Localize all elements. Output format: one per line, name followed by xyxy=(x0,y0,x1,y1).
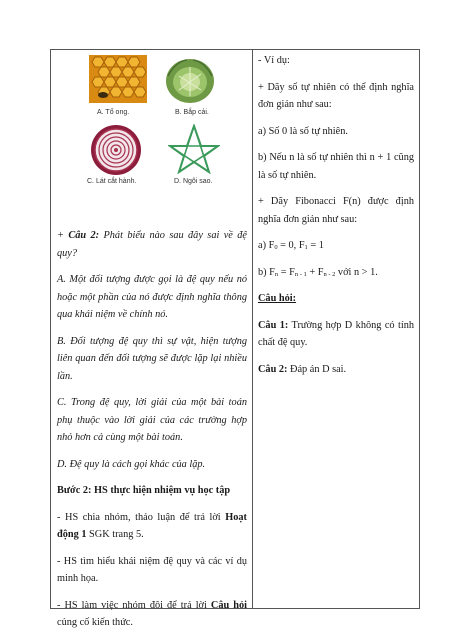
answer-2: Câu 2: Đáp án D sai. xyxy=(258,363,347,375)
questions-heading: Câu hỏi: xyxy=(258,293,297,304)
natural-a: a) Số 0 là số tự nhiên. xyxy=(258,125,348,137)
caption-b: B. Bắp cải. xyxy=(175,109,209,116)
caption-d: D. Ngôi sao. xyxy=(174,178,213,185)
natural-b: b) Nếu n là số tự nhiên thì n + 1 cũng là số tự nhiên. xyxy=(258,152,414,181)
natural-def: + Dãy số tự nhiên có thể định nghĩa đơn giản như sau: xyxy=(258,81,414,110)
option-a: A. Một đối tượng được gọi là đệ quy nếu nó hoặc một phần của nó được định nghĩa thông qua khái niệm về chính nó. xyxy=(57,274,247,320)
fibonacci-b: b) $F_n = F_{n - 1} + F_{n - 2}$ với n > 1. xyxy=(258,266,378,278)
option-b: B. Đối tượng đệ quy thì sự vật, hiện tượng liên quan đến đối tượng sẽ được lặp lại nhiều lần. xyxy=(57,335,247,382)
right-column xyxy=(258,52,414,387)
step-2-heading: Bước 2: HS thực hiện nhiệm vụ học tập xyxy=(57,485,231,496)
honeycomb-icon xyxy=(89,55,147,103)
column-divider xyxy=(252,49,253,609)
answer-1: Câu 1: Trường hợp D không có tính chất đệ quy. xyxy=(258,319,414,348)
example-label: - Ví dụ: xyxy=(258,55,290,66)
cabbage-icon xyxy=(165,56,215,104)
task-3: - HS làm việc nhóm đôi để trả lời Câu hỏi củng cố kiến thức. xyxy=(57,599,247,628)
task-2: - HS tìm hiểu khái niệm đệ quy và các ví dụ minh họa. xyxy=(57,555,247,584)
onion-slice-icon xyxy=(90,124,142,176)
option-d: D. Đệ quy là cách gọi khác của lặp. xyxy=(57,458,206,470)
option-c: C. Trong đệ quy, lời giải của một bài toán phụ thuộc vào lời giải của các trường hợp nhỏ hơn cả cùng một bài toán. xyxy=(57,397,247,443)
fibonacci-a: a) $F_0 = 0$, $F_1 = 1$ xyxy=(258,240,324,251)
task-1: - HS chia nhóm, thảo luận để trả lời Hoạt động 1 SGK trang 5. xyxy=(57,511,247,540)
left-column xyxy=(57,227,247,641)
pentagram-icon xyxy=(168,124,220,174)
caption-a: A. Tổ ong. xyxy=(97,109,130,116)
question-2: + Câu 2: Phát biểu nào sau đây sai về đệ quy? xyxy=(57,230,247,259)
caption-c: C. Lát cắt hành. xyxy=(87,178,137,185)
fibonacci-def: + Dãy Fibonacci F(n) được định nghĩa đơn giản như sau: xyxy=(258,196,414,225)
